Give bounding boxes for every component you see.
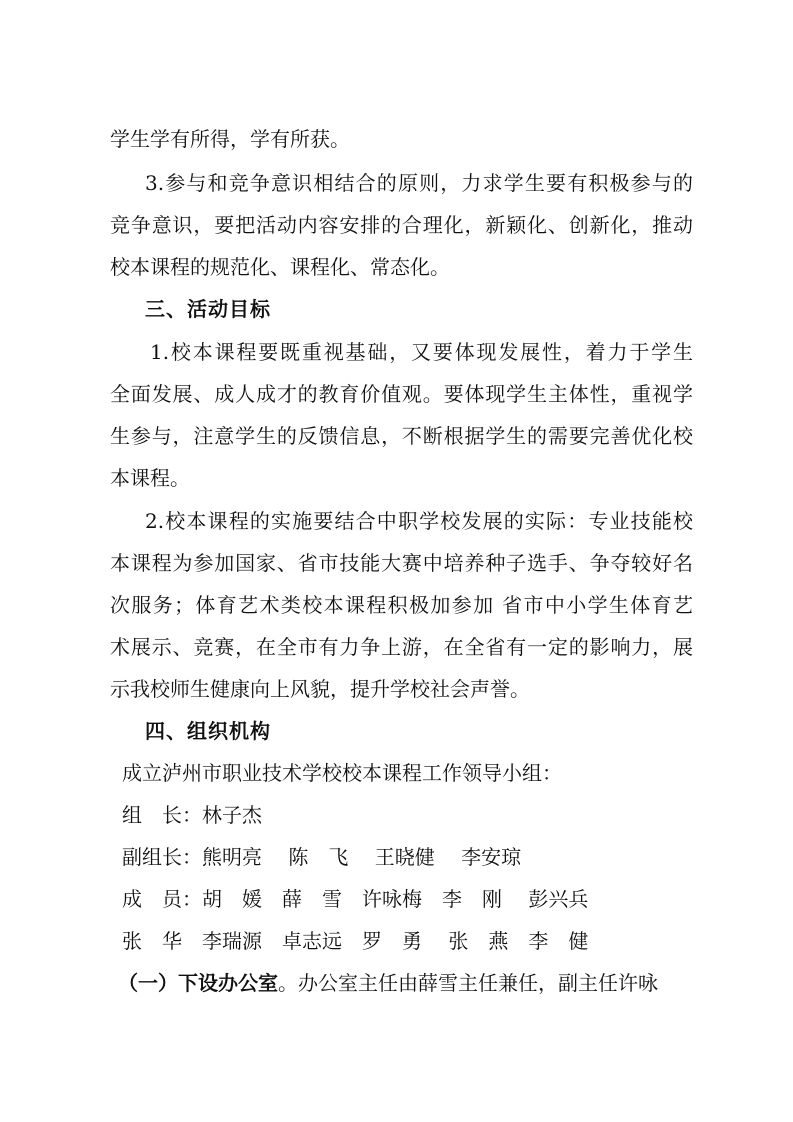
paragraph-line: 学生学有所得，学有所获。 [110,127,350,151]
paragraph-line: 1.校本课程要既重视基础，又要体现发展性，着力于学生 [150,340,693,364]
org-members-continued: 张 华 李瑞源 卓志远 罗 勇 张 燕 李 健 [122,929,589,953]
paragraph-line: 生参与，注意学生的反馈信息，不断根据学生的需要完善优化校 [110,424,693,448]
org-deputy-leaders: 副组长：熊明亮 陈 飞 王晓健 李安琼 [122,845,522,869]
paragraph-line: 本课程。 [110,466,190,490]
section-heading-3: 三、活动目标 [145,297,271,321]
org-members: 成 员：胡 媛 薛 雪 许咏梅 李 刚 彭兴兵 [122,887,589,911]
section-heading-4: 四、组织机构 [145,719,271,743]
paragraph-line: 术展示、竞赛，在全市有力争上游，在全省有一定的影响力，展 [110,635,693,659]
paragraph-line: 示我校师生健康向上风貌，提升学校社会声誉。 [110,677,530,701]
paragraph-line: 竞争意识，要把活动内容安排的合理化，新颖化、创新化，推动 [110,213,693,237]
office-paragraph-line [118,968,693,998]
paragraph-line: 本课程为参加国家、省市技能大赛中培养种子选手、争夺较好名 [110,551,693,575]
paragraph-line: 3.参与和竞争意识相结合的原则，力求学生要有积极参与的 [145,171,693,195]
org-leader: 组 长：林子杰 [122,803,262,827]
paragraph-line: 2.校本课程的实施要结合中职学校发展的实际：专业技能校 [145,509,693,533]
office-lead: （一）下设办公室 [118,971,278,995]
paragraph-line: 全面发展、成人成才的教育价值观。要体现学生主体性，重视学 [110,382,693,406]
paragraph-line: 次服务；体育艺术类校本课程积极加参加 省市中小学生体育艺 [110,593,693,617]
org-intro: 成立泸州市职业技术学校校本课程工作领导小组： [122,761,562,785]
office-text: 。办公室主任由薛雪主任兼任，副主任许咏 [278,971,658,995]
paragraph-line: 校本课程的规范化、课程化、常态化。 [110,255,450,279]
